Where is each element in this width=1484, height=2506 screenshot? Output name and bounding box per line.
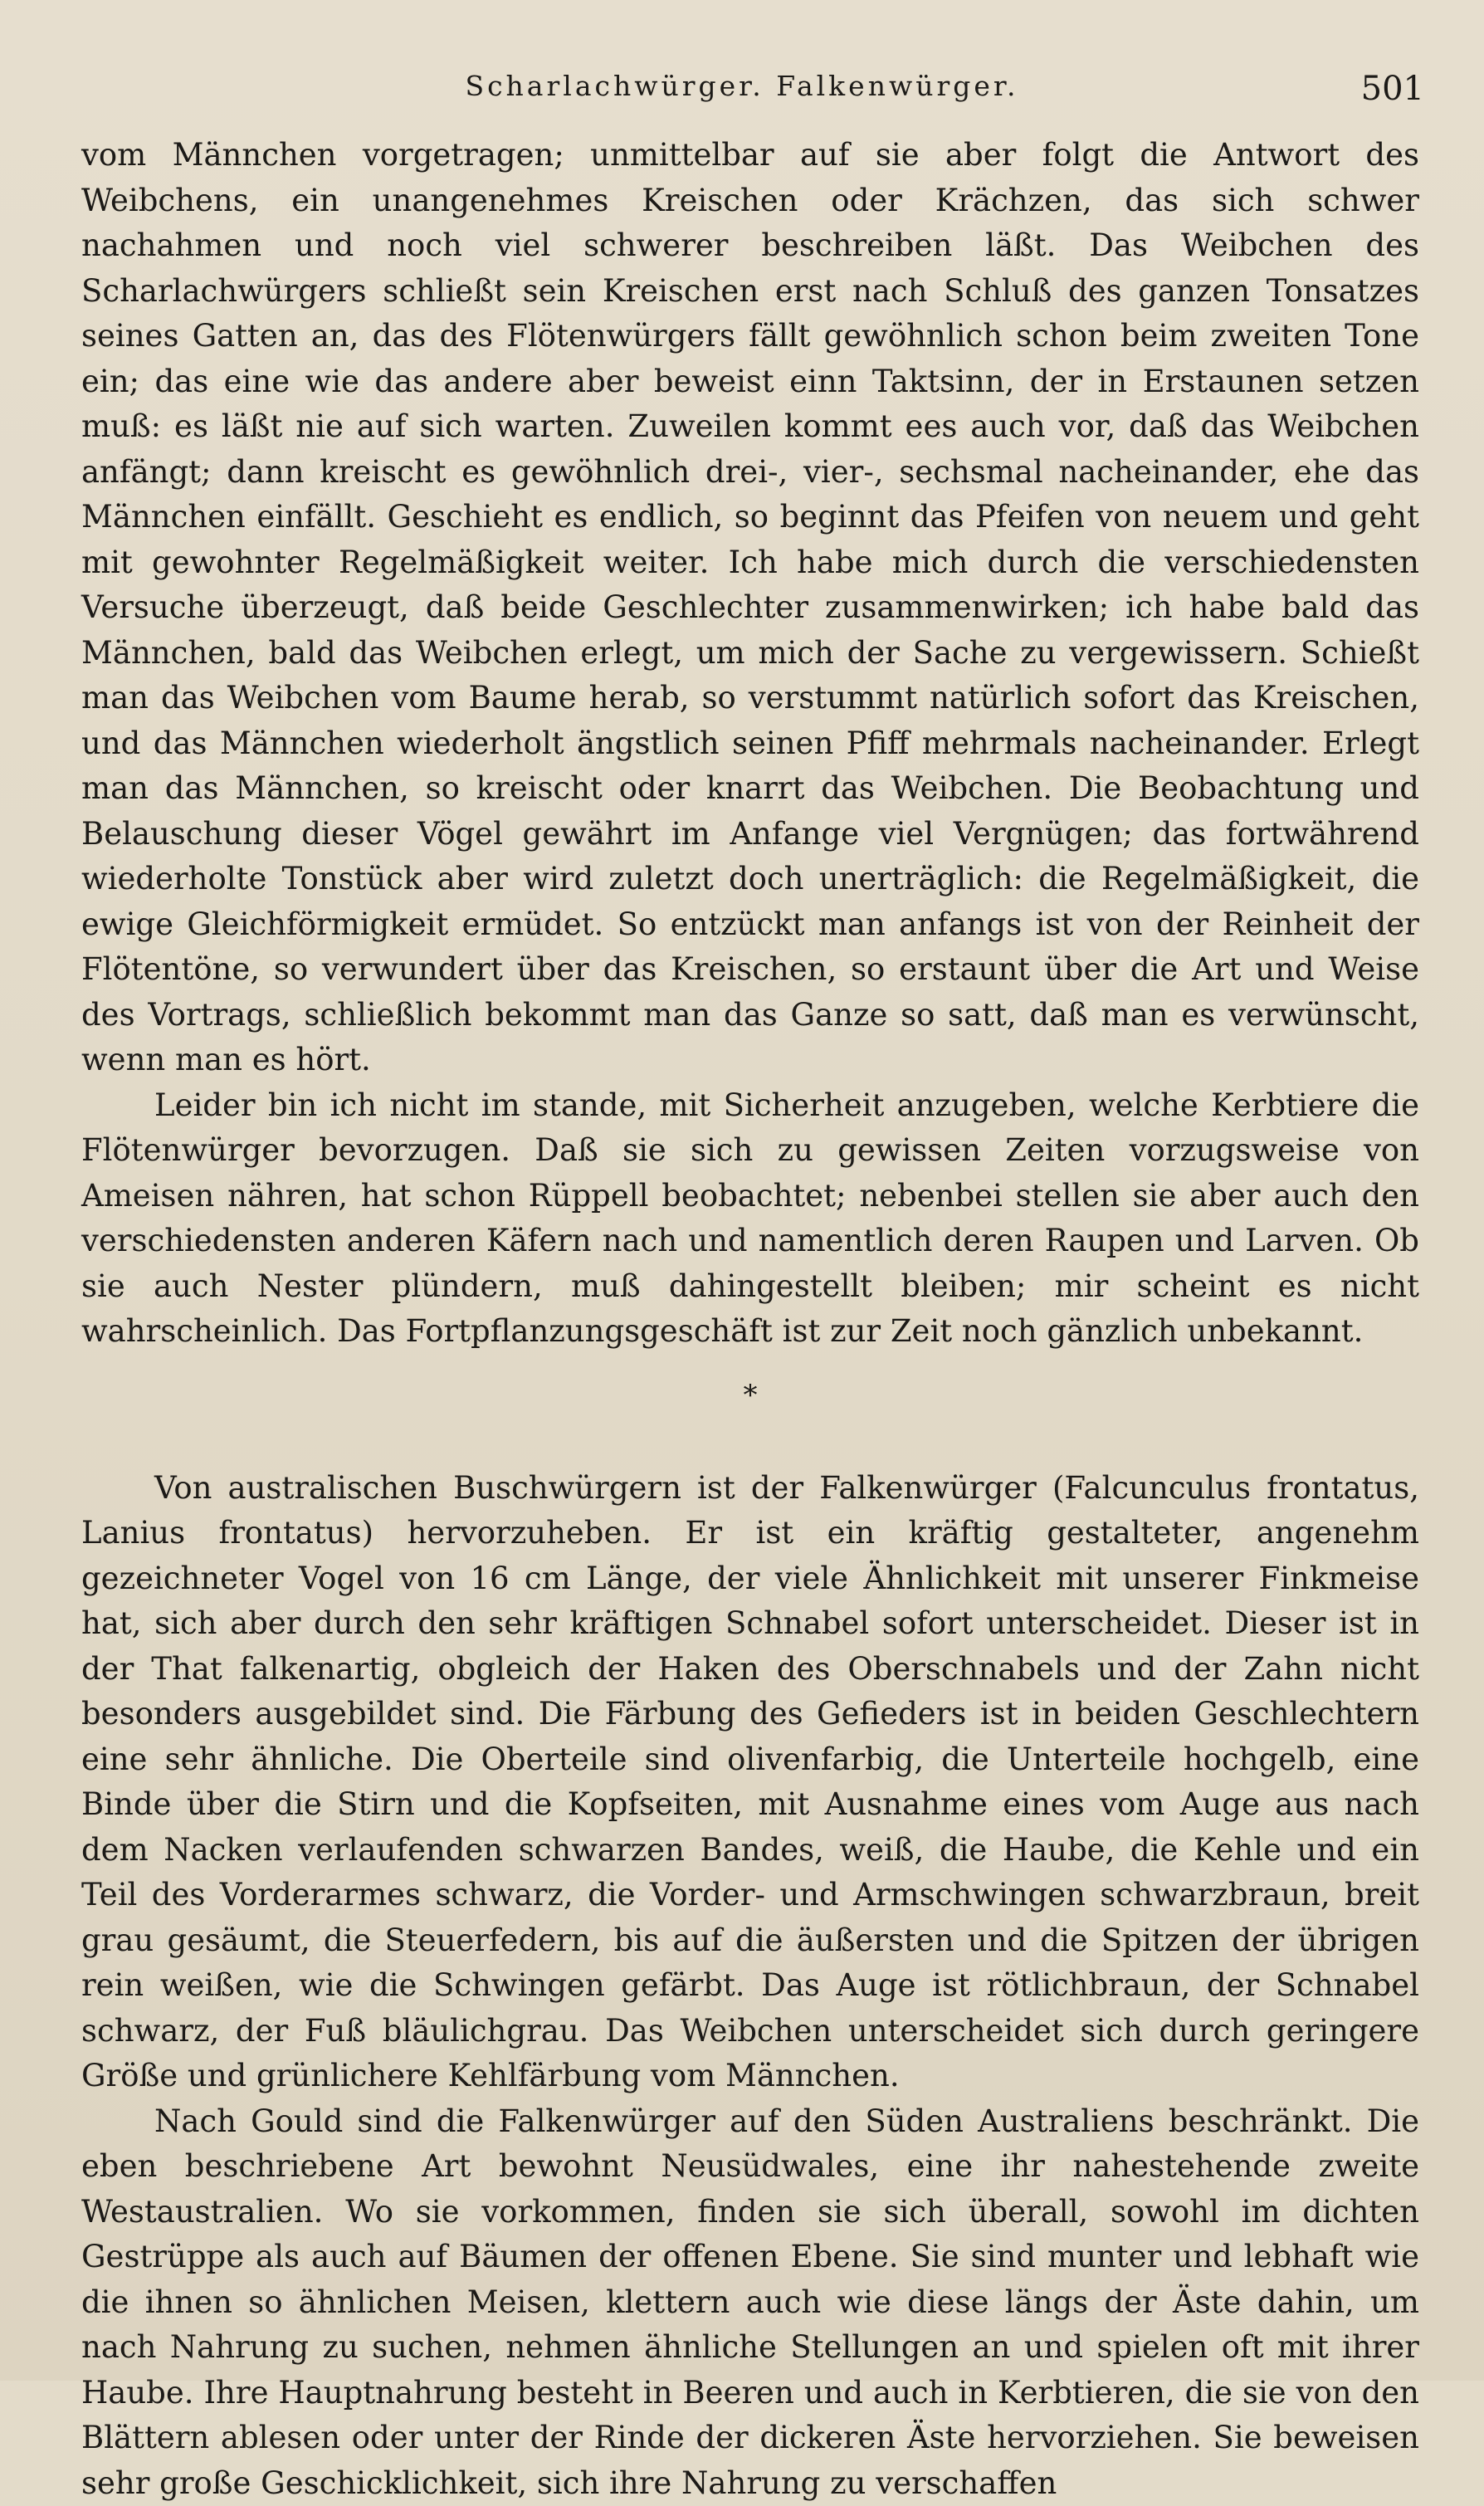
running-title: Scharlachwürger. Falkenwürger. xyxy=(0,70,1484,102)
page-number: 501 xyxy=(1361,70,1424,108)
paragraph-falkenwuerger-habitat: Nach Gould sind die Falkenwürger auf den Süden Australiens beschränkt. Die eben beschriebene Art bewohnt Neusüdwales, eine ihr nahestehende zweite Westaustralien. Wo sie vorkommen, finden sie sich überall, sowohl im dichten Gestrüppe als auch auf Bäumen der offenen Ebene. Sie sind munter und lebhaft wie die ihnen so ähnlichen Meisen, klettern auch wie diese längs der Äste dahin, um nach Nahrung zu suchen, nehmen ähnliche Stellungen an und spielen oft mit ihrer Haube. Ihre Hauptnahrung besteht in Beeren und auch in Kerbtieren, die sie von den Blättern ablesen oder unter der Rinde der dickeren Äste hervorziehen. Sie beweisen sehr große Geschicklichkeit, sich ihre Nahrung zu verschaffen xyxy=(81,2099,1419,2506)
running-head xyxy=(0,60,1484,118)
paragraph-falkenwuerger-description: Von australischen Buschwürgern ist der Falkenwürger (Falcunculus frontatus, Lanius frontatus) hervorzuheben. Er ist ein kräftig gestalteter, angenehm gezeichneter Vogel von 16 cm Länge, der viele Ähnlichkeit mit unserer Finkmeise hat, sich aber durch den sehr kräftigen Schnabel sofort unterscheidet. Dieser ist in der That falkenartig, obgleich der Haken des Oberschnabels und der Zahn nicht besonders ausgebildet sind. Die Färbung des Gefieders ist in beiden Geschlechtern eine sehr ähnliche. Die Oberteile sind olivenfarbig, die Unterteile hochgelb, eine Binde über die Stirn und die Kopfseiten, mit Ausnahme eines vom Auge aus nach dem Nacken verlaufenden schwarzen Bandes, weiß, die Haube, die Kehle und ein Teil des Vorderarmes schwarz, die Vorder- und Armschwingen schwarzbraun, breit grau gesäumt, die Steuerfedern, bis auf die äußersten und die Spitzen der übrigen rein weißen, wie die Schwingen gefärbt. Das Auge ist rötlichbraun, der Schnabel schwarz, der Fuß bläulichgrau. Das Weibchen unterscheidet sich durch geringere Größe und grünlichere Kehlfärbung vom Männchen. xyxy=(81,1466,1419,2099)
paragraph-food: Leider bin ich nicht im stande, mit Sicherheit anzugeben, welche Kerbtiere die Flötenwürger bevorzugen. Daß sie sich zu gewissen Zeiten vorzugsweise von Ameisen nähren, hat schon Rüppell beobachtet; nebenbei stellen sie aber auch den verschiedensten anderen Käfern nach und namentlich deren Raupen und Larven. Ob sie auch Nester plündern, muß dahingestellt bleiben; mir scheint es nicht wahrscheinlich. Das Fortpflanzungsgeschäft ist zur Zeit noch gänzlich unbekannt. xyxy=(81,1083,1419,1355)
paragraph-song-duet: vom Männchen vorgetragen; unmittelbar auf sie aber folgt die Antwort des Weibchens, ein unangenehmes Kreischen oder Krächzen, das sich schwer nachahmen und noch viel schwerer beschreiben läßt. Das Weibchen des Scharlachwürgers schließt sein Kreischen erst nach Schluß des ganzen Tonsatzes seines Gatten an, das des Flötenwürgers fällt gewöhnlich schon beim zweiten Tone ein; das eine wie das andere aber beweist einn Taktsinn, der in Erstaunen setzen muß: es läßt nie auf sich warten. Zuweilen kommt ees auch vor, daß das Weibchen anfängt; dann kreischt es gewöhnlich drei-, vier-, sechsmal nacheinander, ehe das Männchen einfällt. Geschieht es endlich, so beginnt das Pfeifen von neuem und geht mit gewohnter Regelmäßigkeit weiter. Ich habe mich durch die verschiedensten Versuche überzeugt, daß beide Geschlechter zusammenwirken; ich habe bald das Männchen, bald das Weibchen erlegt, um mich der Sache zu vergewissern. Schießt man das Weibchen vom Baume herab, so verstummt natürlich sofort das Kreischen, und das Männchen wiederholt ängstlich seinen Pfiff mehrmals nacheinander. Erlegt man das Männchen, so kreischt oder knarrt das Weibchen. Die Beobachtung und Belauschung dieser Vögel gewährt im Anfange viel Vergnügen; das fortwährend wiederholte Tonstück aber wird zuletzt doch unerträglich: die Regelmäßigkeit, die ewige Gleichförmigkeit ermüdet. So entzückt man anfangs ist von der Reinheit der Flötentöne, so verwundert über das Kreischen, so erstaunt über die Art und Weise des Vortrags, schließlich bekommt man das Ganze so satt, daß man es verwünscht, wenn man es hört. xyxy=(81,133,1419,1083)
body-text xyxy=(81,133,1419,2506)
section-separator: * xyxy=(81,1373,1419,1418)
